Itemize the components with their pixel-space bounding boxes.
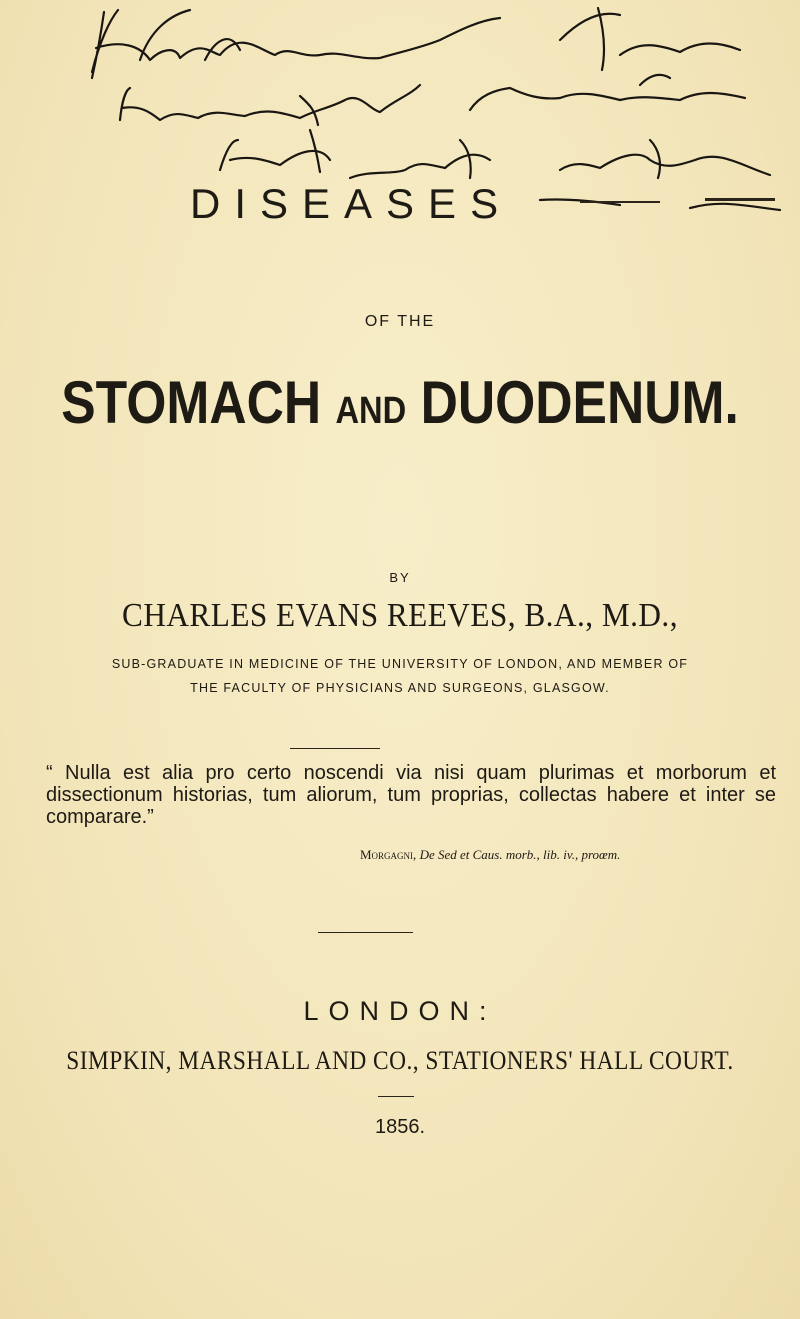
imprint-year: 1856. xyxy=(374,1116,426,1138)
divider-rule-lower xyxy=(318,932,413,933)
author-credentials xyxy=(0,652,800,700)
imprint-city: LONDON: xyxy=(303,996,497,1026)
citation-author: Morgagni, xyxy=(360,847,417,862)
main-title-and: AND xyxy=(335,390,407,432)
by-line: BY xyxy=(389,570,411,585)
main-title-stomach: STOMACH xyxy=(61,369,322,436)
title-word-diseases: DISEASES xyxy=(190,180,513,227)
title-rule-right xyxy=(580,201,660,203)
credentials-line-2: THE FACULTY OF PHYSICIANS AND SURGEONS, GLASGOW. xyxy=(190,681,610,695)
title-rule-far-right xyxy=(705,198,775,201)
author-name: CHARLES EVANS REEVES, B.A., M.D., xyxy=(122,597,678,634)
divider-rule-upper xyxy=(290,748,380,749)
handwritten-inscription xyxy=(0,0,800,300)
credentials-line-1: SUB-GRADUATE IN MEDICINE OF THE UNIVERSITY OF LONDON, AND MEMBER OF xyxy=(111,657,689,671)
imprint-publisher: SIMPKIN, MARSHALL AND CO., STATIONERS' HALL COURT. xyxy=(66,1046,734,1075)
subtitle-of-the: OF THE xyxy=(364,313,436,330)
divider-rule-year xyxy=(378,1096,414,1097)
main-title-duodenum: DUODENUM. xyxy=(420,369,739,436)
citation-work: De Sed et Caus. morb., lib. iv., proœm. xyxy=(419,847,621,862)
epigraph-citation xyxy=(360,847,620,863)
epigraph-quote: “ Nulla est alia pro certo noscendi via nisi quam plurimas et morborum et dissectionum historias, tum aliorum, tum proprias, collectas habere et inter se comparare.” xyxy=(46,762,776,828)
main-title xyxy=(56,368,744,437)
